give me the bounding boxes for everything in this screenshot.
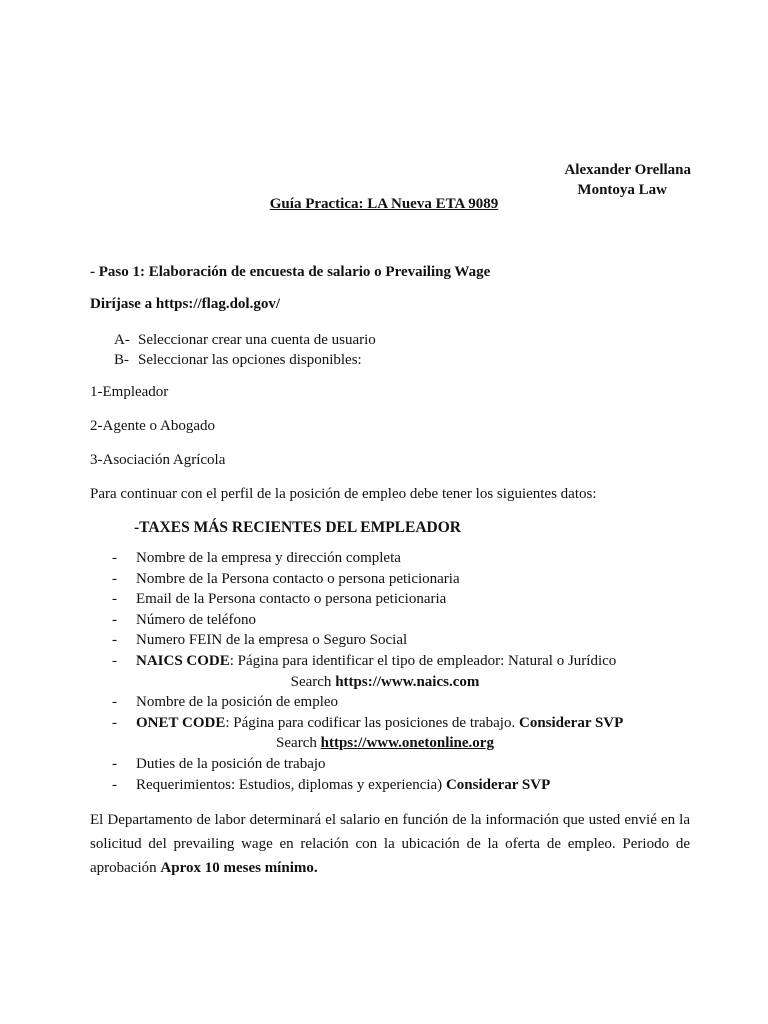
author-block xyxy=(564,160,691,200)
list-item: - Número de teléfono xyxy=(112,611,256,628)
consider-svp: Considerar SVP xyxy=(518,714,624,731)
author-name: Alexander Orellana xyxy=(564,162,691,178)
closing-paragraph: El Departamento de labor determinará el salario en función de la información que usted envié en la solicitud del prevailing wage en relación con la ubicación de la oferta de empleo. Periodo de aprobación Aprox 10 meses mínimo. xyxy=(90,812,690,876)
naics-link[interactable]: https://www.naics.com xyxy=(335,673,480,690)
naics-search-line: Search https://www.naics.com xyxy=(290,673,480,690)
list-item: - Requerimientos: Estudios, diplomas y experiencia) Considerar SVP xyxy=(112,776,551,793)
list-item-onet: - ONET CODE: Página para codificar las posiciones de trabajo. Considerar SVP xyxy=(112,714,624,731)
list-item-naics: - NAICS CODE: Página para identificar el tipo de empleador: Natural o Jurídico xyxy=(112,652,617,669)
list-item: - Nombre de la empresa y dirección completa xyxy=(112,550,401,566)
list-item: - Nombre de la Persona contacto o persona peticionaria xyxy=(112,570,460,587)
onet-search-line: Search https://www.onetonline.org xyxy=(276,735,494,752)
onet-label: ONET CODE xyxy=(136,714,226,731)
step-1-prefix: - Paso 1 xyxy=(90,264,140,280)
substep-b-label: B- xyxy=(114,352,129,368)
document-title: Guía Practica: LA Nueva ETA 9089 xyxy=(269,196,499,212)
consider-svp: Considerar SVP xyxy=(445,776,551,793)
list-item: - Nombre de la posición de empleo xyxy=(112,694,339,711)
substeps-list xyxy=(114,330,376,370)
list-item: - Email de la Persona contacto o persona peticionaria xyxy=(112,591,447,608)
option-employer: 1-Empleador xyxy=(90,384,169,400)
naics-label: NAICS CODE xyxy=(136,652,230,669)
substep-a-label: A- xyxy=(114,332,130,348)
onet-link[interactable]: https://www.onetonline.org xyxy=(320,735,494,752)
list-item: - Duties de la posición de trabajo xyxy=(112,755,326,772)
approval-time: Aprox 10 meses mínimo. xyxy=(160,860,318,876)
option-association: 3-Asociación Agrícola xyxy=(90,452,226,468)
taxes-heading: -TAXES MÁS RECIENTES DEL EMPLEADOR xyxy=(134,519,461,536)
substep-b xyxy=(114,350,376,370)
list-item: - Numero FEIN de la empresa o Seguro Social xyxy=(112,632,408,649)
substep-a-text: Seleccionar crear una cuenta de usuario xyxy=(138,332,376,348)
substep-a xyxy=(114,330,376,350)
goto-instruction: Diríjase a https://flag.dol.gov/ xyxy=(90,296,280,312)
option-agent: 2-Agente o Abogado xyxy=(90,418,215,434)
step-1-heading xyxy=(90,264,490,281)
substep-b-text: Seleccionar las opciones disponibles: xyxy=(138,352,362,368)
firm-name: Montoya Law xyxy=(577,182,667,198)
step-1-text: : Elaboración de encuesta de salario o Prevailing Wage xyxy=(140,264,491,280)
requirements-list xyxy=(90,548,680,795)
intro-paragraph: Para continuar con el perfil de la posición de empleo debe tener los siguientes datos: xyxy=(90,486,597,502)
